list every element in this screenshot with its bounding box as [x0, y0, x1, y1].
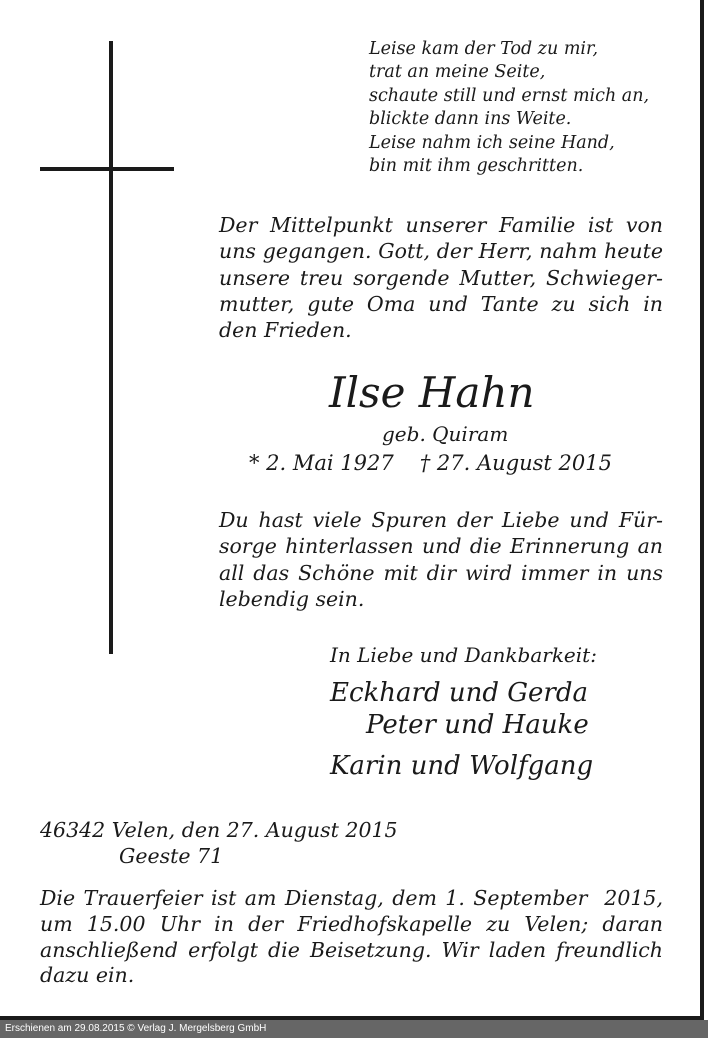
- tribute-paragraph: [219, 507, 663, 612]
- cross-vertical-bar: [109, 41, 113, 654]
- intro-paragraph: [219, 212, 663, 343]
- tribute-line: sorge hinterlassen und die Erinnerung an: [219, 534, 663, 559]
- thanks-heading: In Liebe und Dankbarkeit:: [330, 643, 597, 667]
- intro-line: mutter, gute Oma und Tante zu sich in: [219, 291, 663, 316]
- family-member-line: Eckhard und Gerda: [330, 678, 589, 708]
- poem-line: trat an meine Seite,: [369, 62, 546, 83]
- deceased-name: Ilse Hahn: [329, 368, 535, 417]
- service-line: um 15.00 Uhr in der Friedhofskapelle zu Velen; daran: [40, 911, 663, 936]
- family-member-line: Karin und Wolfgang: [330, 751, 594, 781]
- life-dates: [249, 449, 612, 477]
- intro-line: uns gegangen. Gott, der Herr, nahm heute: [219, 239, 663, 264]
- death-date: † 27. August 2015: [419, 451, 612, 475]
- poem: [369, 38, 689, 178]
- birth-date: * 2. Mai 1927: [249, 451, 394, 475]
- poem-line: Leise kam der Tod zu mir,: [369, 39, 599, 59]
- service-line: dazu ein.: [40, 963, 135, 988]
- poem-line: bin mit ihm geschritten.: [369, 156, 584, 177]
- service-paragraph: [40, 886, 663, 989]
- intro-line: den Frieden.: [219, 318, 352, 343]
- maiden-name: geb. Quiram: [382, 422, 509, 446]
- service-line: Die Trauerfeier ist am Dienstag, dem 1. September 2015,: [40, 886, 663, 910]
- publication-footer: Erschienen am 29.08.2015 © Verlag J. Mergelsberg GmbH: [0, 1020, 708, 1038]
- family-member-line: Peter und Hauke: [366, 710, 589, 740]
- place-date: 46342 Velen, den 27. August 2015: [40, 818, 398, 842]
- poem-line: Leise nahm ich seine Hand,: [369, 132, 615, 153]
- tribute-line: Du hast viele Spuren der Liebe und Für-: [219, 508, 663, 532]
- service-line: anschließend erfolgt die Beisetzung. Wir laden freundlich: [40, 937, 663, 962]
- intro-line: Der Mittelpunkt unserer Familie ist von: [219, 213, 663, 237]
- cross-horizontal-bar: [40, 167, 174, 171]
- tribute-line: lebendig sein.: [219, 586, 365, 611]
- tribute-line: all das Schöne mit dir wird immer in uns: [219, 560, 663, 585]
- street-address: Geeste 71: [119, 844, 224, 868]
- poem-line: blickte dann ins Weite.: [369, 109, 572, 130]
- intro-line: unsere treu sorgende Mutter, Schwieger-: [219, 265, 663, 290]
- poem-line: schaute still und ernst mich an,: [369, 85, 650, 106]
